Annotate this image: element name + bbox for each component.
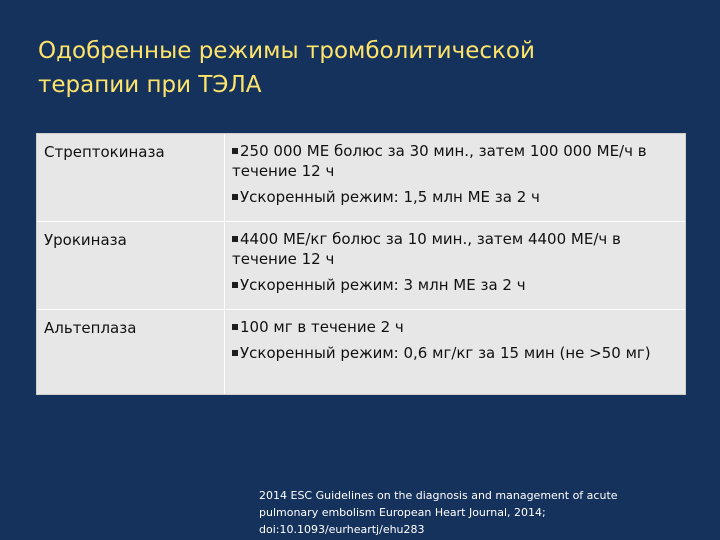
square-bullet-icon (232, 236, 238, 242)
slide-title-line2: терапии при ТЭЛА (38, 72, 262, 98)
table-row (37, 222, 685, 310)
regimen-text: 100 мг в течение 2 ч (240, 318, 404, 336)
regimen-cell (225, 310, 685, 394)
citation-line: pulmonary embolism European Heart Journal, 2014; (259, 506, 546, 519)
regimen-text: 250 000 МЕ болюс за 30 мин., затем 100 000 МЕ/ч в течение 12 ч (232, 142, 647, 180)
regimen-cell (225, 134, 685, 221)
square-bullet-icon (232, 148, 238, 154)
slide-title (38, 34, 688, 102)
regimen-text: Ускоренный режим: 3 млн МЕ за 2 ч (240, 276, 526, 294)
table-row (37, 310, 685, 394)
regimen-item (232, 187, 677, 207)
square-bullet-icon (232, 324, 238, 330)
slide-title-line1: Одобренные режимы тромболитической (38, 38, 535, 64)
citation (259, 487, 709, 538)
regimen-item (232, 317, 677, 337)
drug-name-cell: Альтеплаза (37, 310, 225, 394)
regimen-item (232, 229, 677, 269)
regimen-text: Ускоренный режим: 1,5 млн МЕ за 2 ч (240, 188, 540, 206)
citation-line: doi:10.1093/eurheartj/ehu283 (259, 523, 425, 536)
thrombolytic-regimen-table (36, 133, 686, 395)
drug-name-cell: Урокиназа (37, 222, 225, 309)
square-bullet-icon (232, 282, 238, 288)
regimen-item (232, 141, 677, 181)
square-bullet-icon (232, 350, 238, 356)
regimen-text: Ускоренный режим: 0,6 мг/кг за 15 мин (не >50 мг) (240, 344, 651, 362)
square-bullet-icon (232, 194, 238, 200)
regimen-text: 4400 МЕ/кг болюс за 10 мин., затем 4400 МЕ/ч в течение 12 ч (232, 230, 621, 268)
table-row (37, 134, 685, 222)
regimen-item (232, 275, 677, 295)
citation-line: 2014 ESC Guidelines on the diagnosis and management of acute (259, 489, 618, 502)
regimen-cell (225, 222, 685, 309)
regimen-item (232, 343, 677, 363)
drug-name-cell: Стрептокиназа (37, 134, 225, 221)
